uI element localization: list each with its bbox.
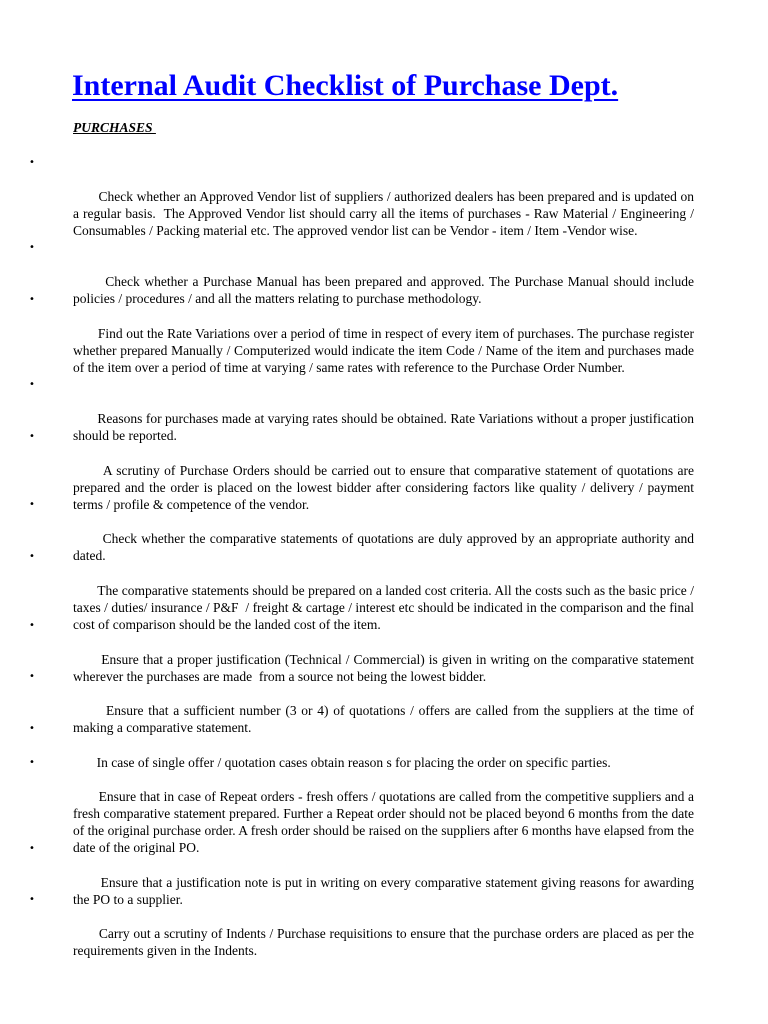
list-item-text: Ensure that a justification note is put in writing on every comparative statement giving reasons for awarding the PO to a supplier. bbox=[73, 875, 698, 908]
list-item-text: The comparative statements should be prepared on a landed cost criteria. All the costs such as the basic price / taxes / duties/ insurance / P&F / freight & cartage / interest etc should be indicated in the comparison and the final cost of comparison should be the landed cost of the item. bbox=[73, 583, 698, 633]
bullet-icon: • bbox=[29, 379, 35, 390]
section-heading: PURCHASES bbox=[73, 120, 156, 135]
list-item-text: In case of single offer / quotation cases obtain reason s for placing the order on specific parties. bbox=[93, 755, 611, 771]
bullet-icon: • bbox=[29, 620, 35, 631]
bullet-icon: • bbox=[29, 431, 35, 442]
bullet-icon: • bbox=[29, 294, 35, 305]
list-item-text: A scrutiny of Purchase Orders should be carried out to ensure that comparative statement of quotations are prepared and the order is placed on the lowest bidder after considering factors like quality / delivery / payment terms / profile & competence of the vendor. bbox=[73, 463, 698, 513]
list-item bbox=[29, 891, 698, 976]
bullet-icon: • bbox=[29, 551, 35, 562]
list-item-text: Ensure that a proper justification (Technical / Commercial) is given in writing on the comparative statement wherever the purchases are made from a source not being the lowest bidder. bbox=[73, 652, 698, 685]
bullet-icon: • bbox=[29, 671, 35, 682]
bullet-icon: • bbox=[29, 242, 35, 253]
bullet-icon: • bbox=[29, 499, 35, 510]
page-title: Internal Audit Checklist of Purchase Dept. bbox=[72, 69, 619, 102]
bullet-icon: • bbox=[29, 843, 35, 854]
list-item-text: Carry out a scrutiny of Indents / Purchase requisitions to ensure that the purchase orders are placed as per the requirements given in the Indents. bbox=[73, 926, 698, 959]
list-item-text: Reasons for purchases made at varying rates should be obtained. Rate Variations without a proper justification should be reported. bbox=[73, 411, 698, 444]
list-item-text: Find out the Rate Variations over a period of time in respect of every item of purchases. The purchase register whether prepared Manually / Computerized would indicate the item Code / Name of the item and purchases made of the item over a period of time at varying / same rates with reference to the Purchase Order Number. bbox=[73, 326, 698, 376]
list-item-text: Check whether an Approved Vendor list of suppliers / authorized dealers has been prepared and is updated on a regular basis. The Approved Vendor list should carry all the items of purchases - Raw Material / Engineering / Consumables / Packing material etc. The approved vendor list can be Vendor - item / Item -Vendor wise. bbox=[73, 189, 698, 239]
list-item-text: Ensure that a sufficient number (3 or 4) of quotations / offers are called from the suppliers at the time of making a comparative statement. bbox=[73, 703, 698, 736]
list-item-text: Check whether the comparative statements of quotations are duly approved by an appropriate authority and dated. bbox=[73, 531, 698, 564]
bullet-icon: • bbox=[29, 157, 35, 168]
list-item-text: Check whether a Purchase Manual has been prepared and approved. The Purchase Manual should include policies / procedures / and all the matters relating to purchase methodology. bbox=[73, 274, 698, 307]
bullet-icon: • bbox=[29, 894, 35, 905]
bullet-icon: • bbox=[29, 757, 35, 768]
list-item-text: Ensure that in case of Repeat orders - fresh offers / quotations are called from the competitive suppliers and a fresh comparative statement prepared. Further a Repeat order should not be placed beyond 6 months from the date of the original purchase order. A fresh order should be raised on the suppliers after 6 months have elapsed from the date of the original PO. bbox=[73, 789, 698, 856]
bullet-icon: • bbox=[29, 723, 35, 734]
